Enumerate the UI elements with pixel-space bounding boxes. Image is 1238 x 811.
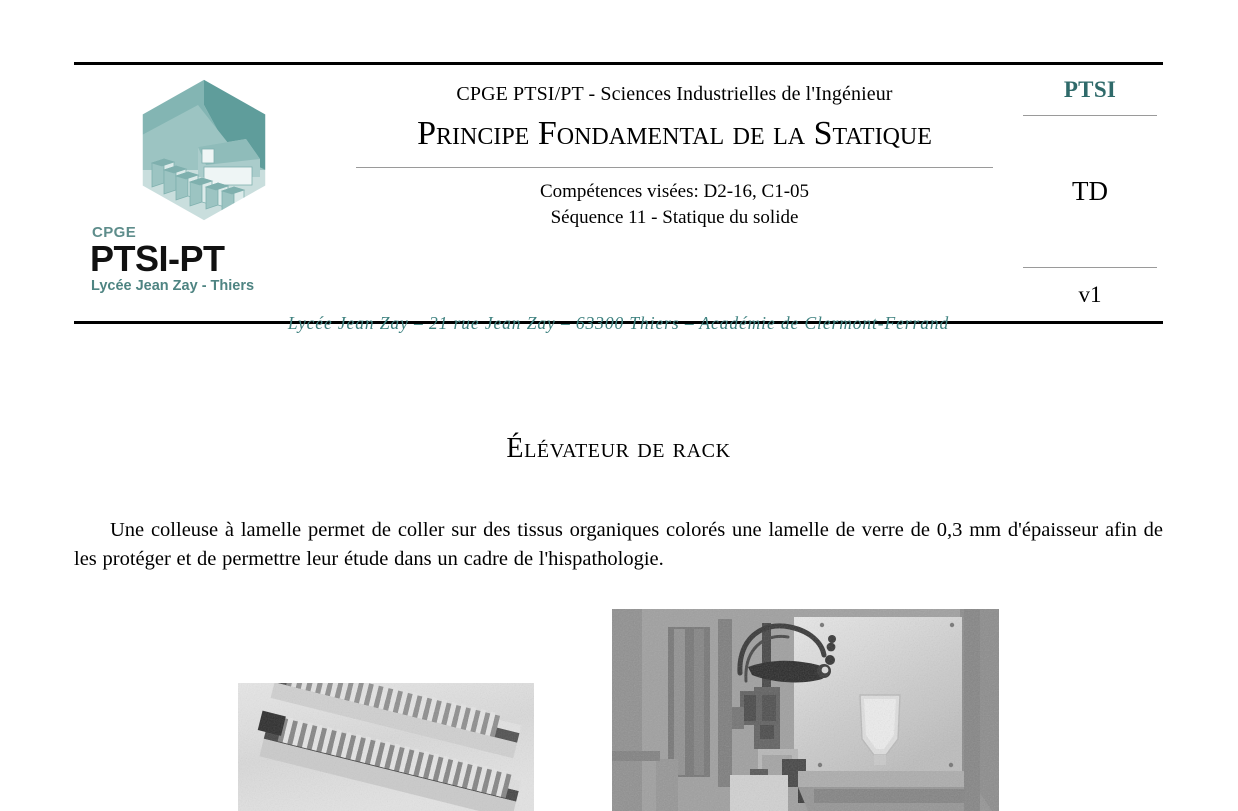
header-version-label: v1 [1078,281,1102,307]
competences-line-2: Séquence 11 - Statique du solide [550,207,799,229]
header-competences-block [332,168,1017,243]
header-title-cell [332,65,1017,321]
intro-paragraph: Une colleuse à lamelle permet de coller sur des tissus organiques colorés une lamelle de verre de 0,3 mm d'épaisseur afin de les protéger et de permettre leur étude dans un cadre de l'hispathologie. [74,519,1163,571]
header-meta-cell [1017,65,1163,321]
section-title: Élévateur de rack [506,433,731,464]
header-logo-cell [74,65,332,321]
photo-slide-racks [238,683,534,811]
header-subject-line: CPGE PTSI/PT - Sciences Industrielles de l'Ingénieur [456,83,893,105]
logo-school-code: PTSI-PT [90,237,225,279]
header-grid [74,65,1163,321]
school-address-line: Lycée Jean Zay – 21 rue Jean Zay – 63300 Thiers – Académie de Clermont-Ferrand [287,313,950,333]
header-document-title: Principe Fondamental de la Statique [417,115,932,152]
hexagon-logo-icon [136,75,272,225]
competences-line-1: Compétences visées: D2-16, C1-05 [539,181,810,203]
photo-slide-racks-image [238,683,534,811]
school-logo [80,75,328,295]
header-class-label: PTSI [1063,77,1117,102]
photo-rack-elevator-machine-image [612,609,999,811]
document-header [74,62,1163,324]
logo-cpge-label: CPGE [92,224,137,241]
header-doc-type-label: TD [1072,176,1108,206]
logo-school-name: Lycée Jean Zay - Thiers [91,277,255,294]
photo-rack-elevator-machine [612,609,999,811]
